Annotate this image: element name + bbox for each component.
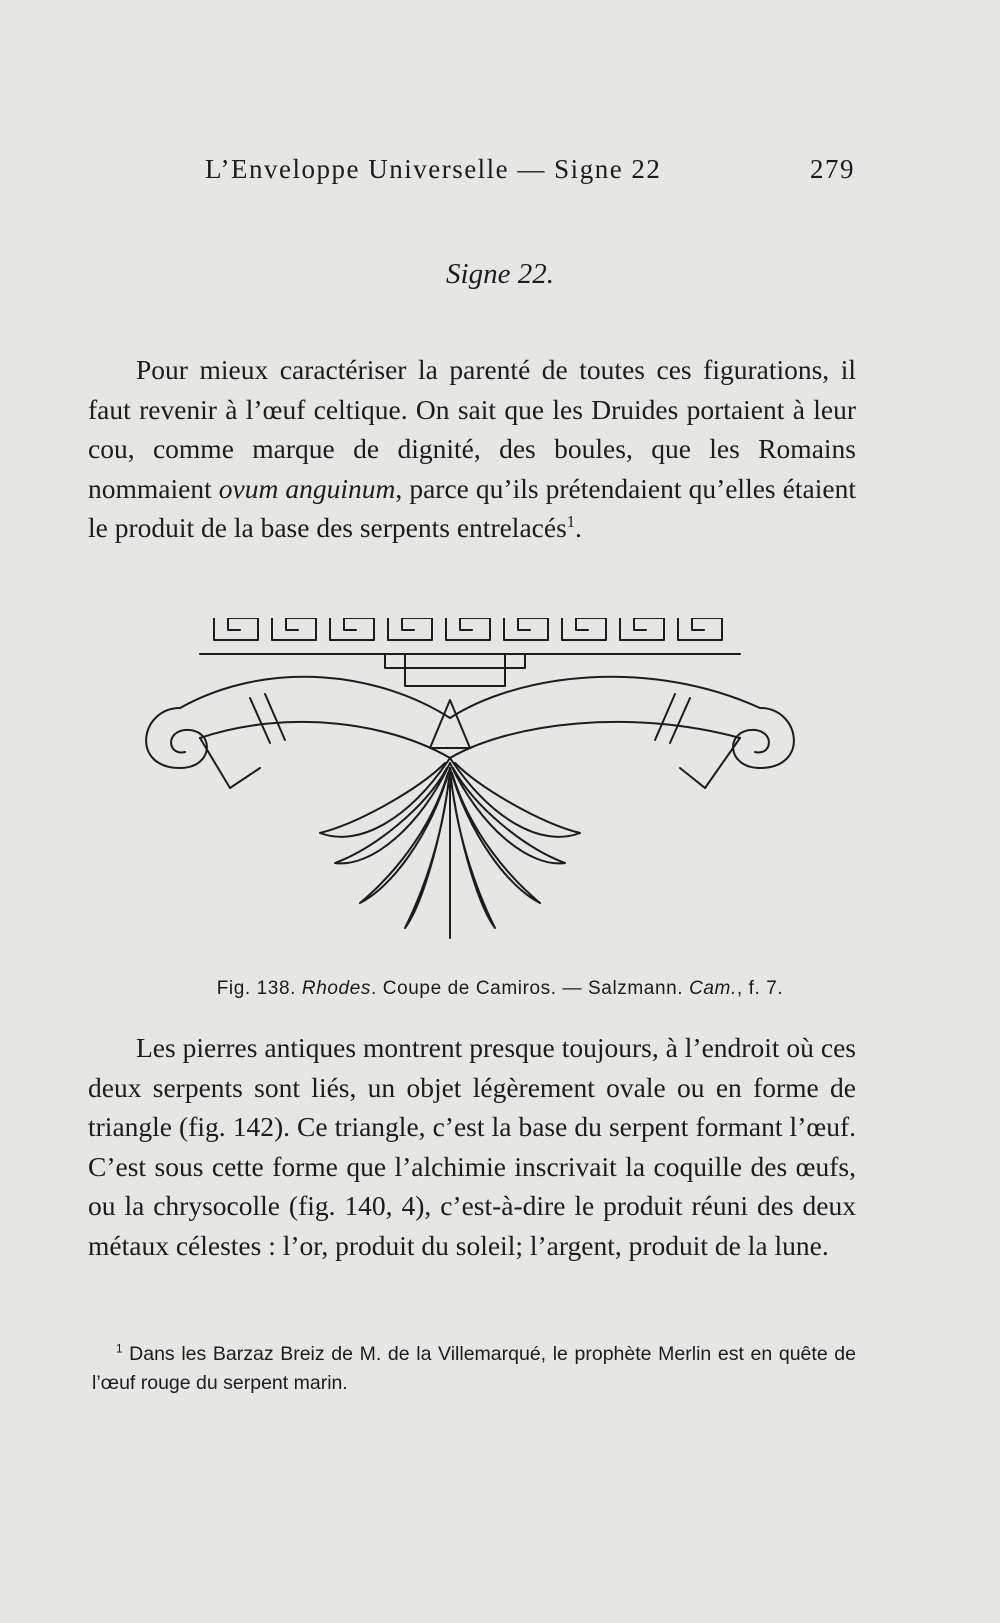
section-title: Signe 22. xyxy=(446,258,554,290)
footnote-marker: 1 xyxy=(116,1342,123,1356)
paragraph-1-end: . xyxy=(575,512,582,543)
caption-suffix: , f. 7. xyxy=(736,978,784,999)
running-head-title: L’Enveloppe Universelle — Signe 22 xyxy=(205,154,662,184)
caption-place: Rhodes xyxy=(301,978,371,999)
figure-caption xyxy=(0,978,1000,1000)
figure-illustration xyxy=(120,618,820,963)
left-volute xyxy=(146,708,207,768)
ionic-capital-drawing xyxy=(120,618,820,963)
paragraph-1 xyxy=(88,350,856,548)
caption-prefix: Fig. 138. xyxy=(216,978,302,999)
paragraph-1-italic: ovum anguinum xyxy=(218,472,396,504)
page-number: 279 xyxy=(810,154,855,184)
paragraph-1-text: Pour mieux caractériser la parenté de toutes ces figurations, il faut revenir à l’œuf celtique. On sait que les Druides portaient à leur cou, comme marque de dignité, des boules, que les Romains nommaient xyxy=(88,354,856,504)
footnote-reference: 1 xyxy=(566,511,576,531)
footnote-text: Dans les Barzaz Breiz de M. de la Villemarqué, le prophète Merlin est en quête de l’œuf rouge du serpent marin. xyxy=(92,1343,856,1394)
volute-band-bottom xyxy=(200,722,740,758)
central-triangle xyxy=(430,700,470,748)
right-volute xyxy=(733,708,794,768)
abacus xyxy=(405,654,505,686)
paragraph-2: Les pierres antiques montrent presque toujours, à l’endroit où ces deux serpents sont liés, un objet légèrement ovale ou en forme de triangle (fig. 142). Ce triangle, c’est la base du serpent formant l’œuf. C’est sous cette forme que l’alchimie inscrivait la coquille des œufs, ou la chrysocolle (fig. 140, 4), c’est-à-dire le produit réuni des deux métaux célestes : l’or, produit du soleil; l’argent, produit de la lune. xyxy=(88,1032,856,1261)
paragraph-1-text-cont: , parce qu’ils prétendaient qu’elles étaient le produit de la base des serpents entrelacés xyxy=(88,472,856,543)
caption-middle: . Coupe de Camiros. — Salzmann. xyxy=(371,978,690,999)
caption-reference: Cam. xyxy=(689,978,737,999)
greek-key-border xyxy=(214,618,722,640)
footnote xyxy=(92,1340,856,1398)
running-head xyxy=(205,154,855,194)
